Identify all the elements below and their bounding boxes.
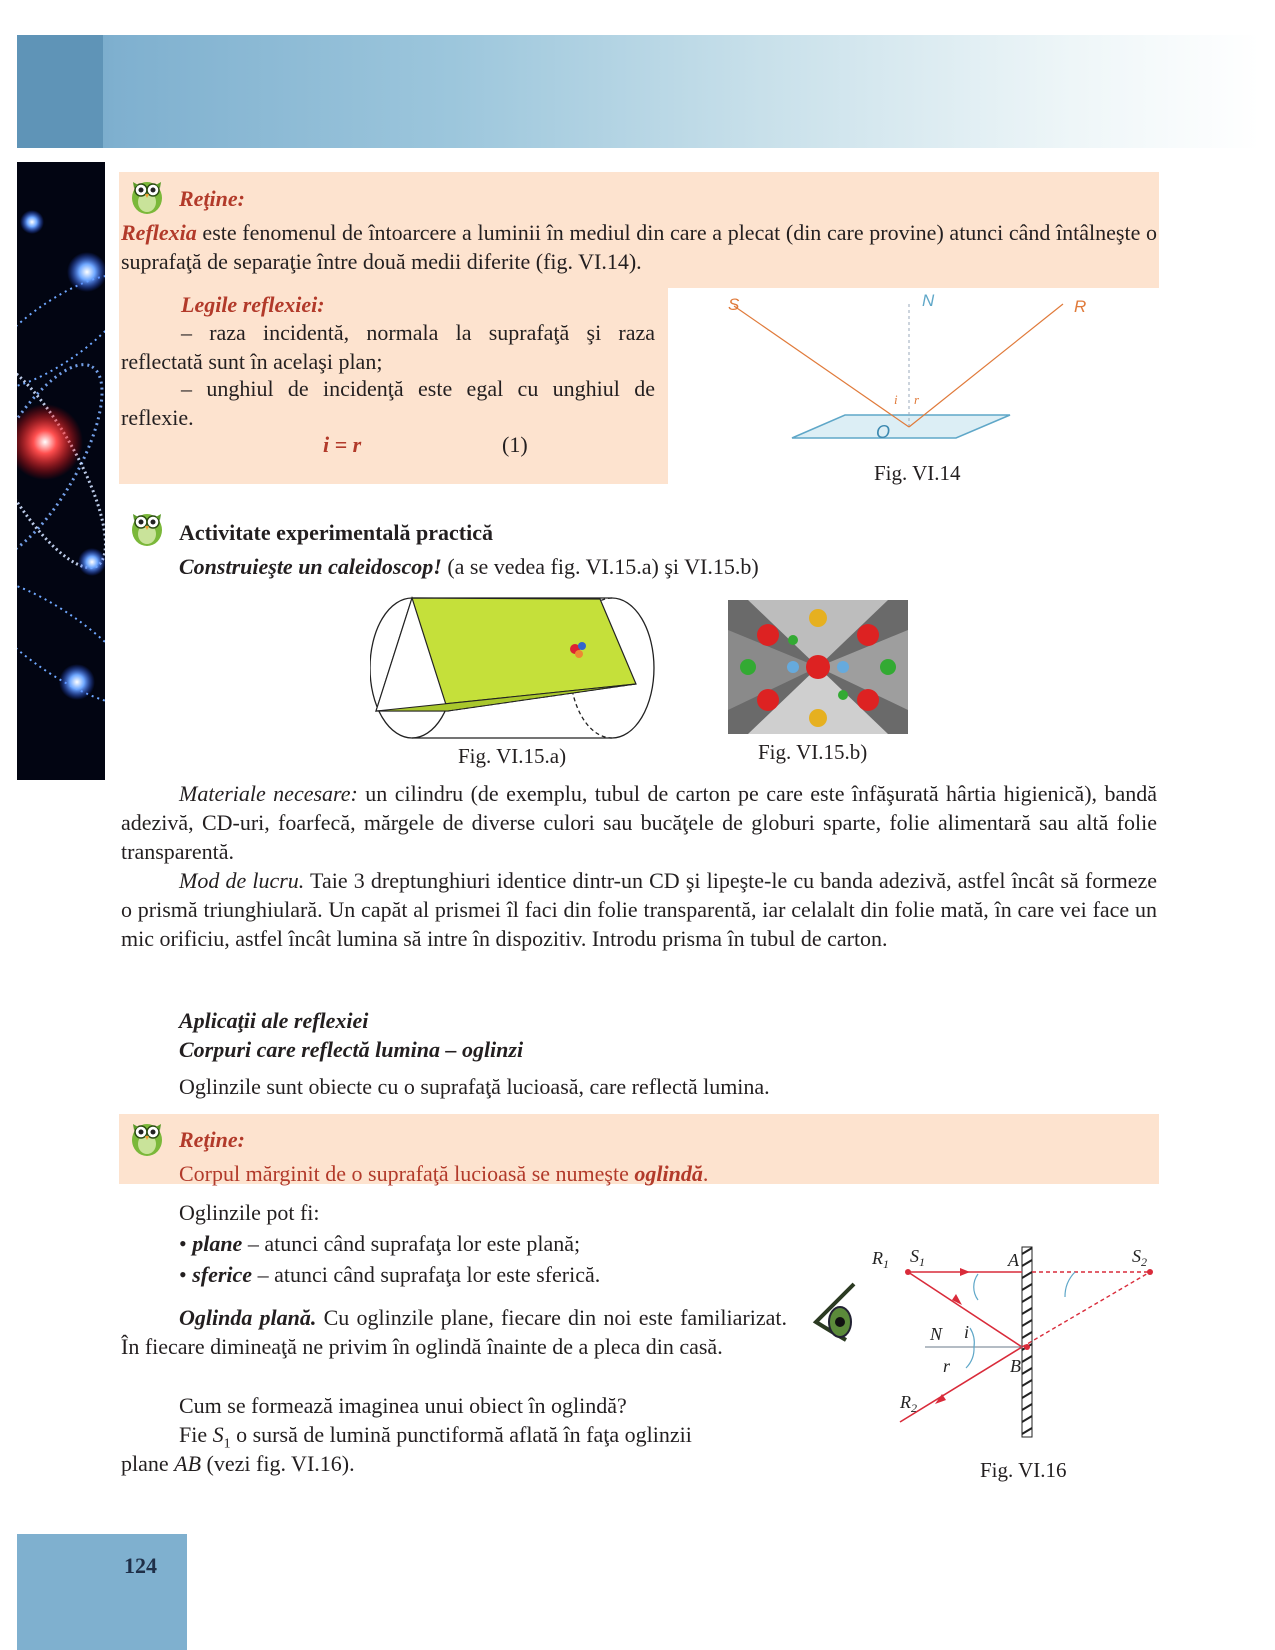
owl-icon: [124, 1114, 170, 1160]
side-decoration: [17, 162, 105, 780]
eye-icon: [810, 1282, 858, 1344]
label-R2: $R_2$: [900, 1392, 917, 1415]
retine-title-2: Reţine:: [179, 1127, 245, 1152]
laws-title: Legile reflexiei:: [181, 292, 325, 317]
activity-title: Activitate experimentală practică: [179, 520, 493, 545]
fig15b-caption: Fig. VI.15.b): [758, 740, 868, 764]
label-R1: $R_1$: [872, 1248, 889, 1271]
reflected-ray: [909, 304, 1063, 427]
formula-number: (1): [502, 432, 528, 457]
label-i: i: [964, 1322, 970, 1342]
retine-title-1: Reţine:: [179, 186, 245, 211]
plane-mirror-question: Cum se formează imaginea unui obiect în oglindă?: [179, 1393, 627, 1418]
label-B: B: [1010, 1356, 1021, 1376]
label-N: N: [930, 1324, 943, 1344]
label-r: r: [943, 1356, 951, 1376]
method-paragraph: Mod de lucru. Taie 3 dreptunghiuri identice dintr-un CD şi lipeşte-le cu banda adezivă, astfel încât să formeze o prismă triunghiulară. Un capăt al prismei îl faci din folie transparentă, iar celalalt din folie mată, în care vei face un mic orificiu, astfel încât lumina să intre în dispozitiv. Introdu prisma în tubul de carton.: [121, 868, 1157, 951]
activity-subtitle: Construieşte un caleidoscop! (a se vedea fig. VI.15.a) şi VI.15.b): [179, 554, 759, 579]
mirrors-intro: Oglinzile pot fi:: [179, 1200, 320, 1225]
label-A: A: [1008, 1250, 1019, 1270]
reflexia-term: Reflexia: [121, 220, 197, 245]
kaleidoscope-photo: [728, 600, 908, 734]
materials-paragraph: Materiale necesare: un cilindru (de exemplu, tubul de carton pe care este înfăşurată hârtia higienică), bandă adezivă, CD-uri, foarfecă, mărgele de diverse culori sau bucăţele de globuri sparte, folie alimentară sau altă folie transparentă.: [121, 781, 1157, 864]
law-1: – raza incidentă, normala la suprafaţă şi raza reflectată sunt în acelaşi plan;: [121, 320, 655, 374]
retine-text-1: [121, 218, 1157, 276]
header-band-corner: [17, 35, 103, 148]
page-number-box: [17, 1534, 187, 1650]
owl-icon: [124, 504, 170, 550]
label-O: O: [876, 422, 891, 442]
label-R: R: [1074, 297, 1087, 316]
header-band: [17, 35, 1260, 148]
kaleidoscope-diagram: [370, 596, 660, 742]
list-item: • plane – atunci când suprafaţa lor este plană;: [179, 1231, 581, 1256]
fig15a-caption: Fig. VI.15.a): [458, 744, 567, 768]
label-S2: $S_2$: [1132, 1246, 1147, 1269]
label-r: r: [914, 392, 920, 407]
label-i: i: [894, 392, 898, 407]
plane-mirror-ref: plane AB (vezi fig. VI.16).: [121, 1451, 355, 1476]
page-number: 124: [124, 1553, 157, 1578]
reflexia-definition: este fenomenul de întoarcere a luminii în mediul din care a plecat (din care provine) atunci când întâlneşte o suprafaţă de separaţie între două medii diferite (fig. VI.14).: [121, 220, 1157, 274]
formula: i = r: [323, 432, 362, 457]
plane-mirror-diagram: [870, 1242, 1160, 1447]
plane-mirror-source: Fie $S_1$ o sursă de lumină punctiformă aflată în faţa oglinzii: [179, 1422, 692, 1452]
owl-icon: [124, 172, 170, 218]
list-item: • sferice – atunci când suprafaţa lor este sferică.: [179, 1262, 601, 1287]
fig14-caption: Fig. VI.14: [874, 461, 961, 485]
incident-ray: [734, 306, 909, 427]
label-N: N: [922, 292, 935, 310]
reflection-diagram: [700, 292, 1140, 452]
atom-decoration-icon: [17, 162, 105, 780]
fig16-caption: Fig. VI.16: [980, 1458, 1067, 1482]
reflecting-surface: [792, 415, 1010, 438]
applications-text: Oglinzile sunt obiecte cu o suprafaţă lucioasă, care reflectă lumina.: [179, 1074, 770, 1099]
label-S1: $S_1$: [910, 1246, 925, 1269]
retine-text-2: Corpul mărginit de o suprafaţă lucioasă se numeşte oglindă.: [179, 1161, 709, 1186]
law-2: – unghiul de incidenţă este egal cu unghiul de reflexie.: [121, 376, 655, 430]
applications-title: Aplicaţii ale reflexiei: [179, 1008, 369, 1033]
label-S: S: [728, 295, 740, 314]
plane-mirror-paragraph: Oglinda plană. Cu oglinzile plane, fiecare din noi este familiarizat. În fiecare dimineaţă ne privim în oglindă înainte de a pleca din casă.: [121, 1305, 787, 1359]
applications-subtitle: Corpuri care reflectă lumina – oglinzi: [179, 1037, 524, 1062]
